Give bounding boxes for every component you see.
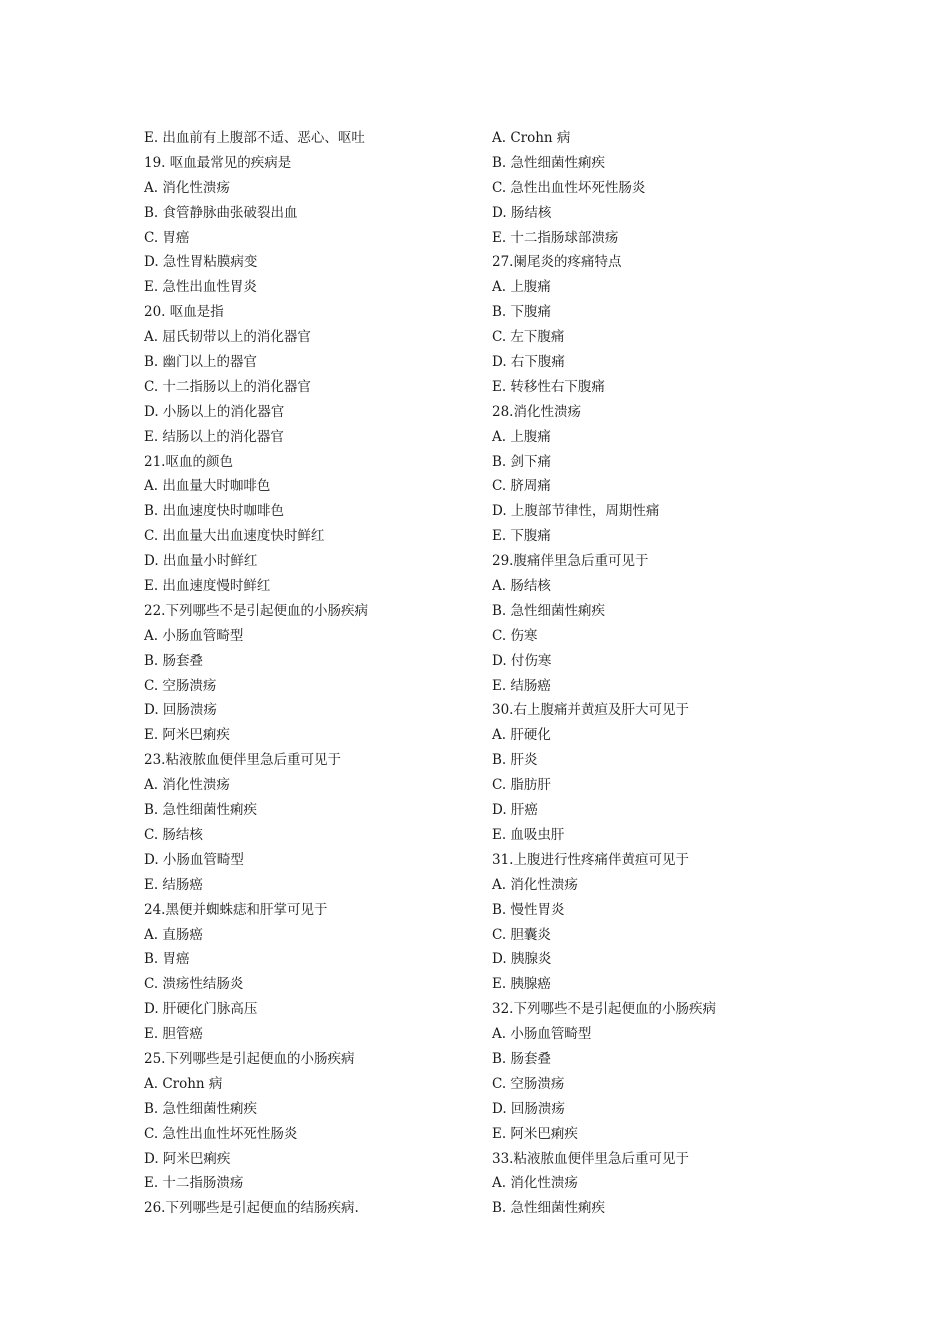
option-line: B. 幽门以上的器官: [144, 354, 258, 371]
option-line: A. 上腹痛: [492, 279, 551, 296]
option-line: C. 十二指肠以上的消化器官: [144, 378, 311, 395]
option-line: D. 回肠溃疡: [144, 702, 217, 719]
option-line: B. 出血速度快时咖啡色: [144, 503, 285, 520]
option-line: E. 转移性右下腹痛: [492, 378, 605, 395]
option-line: D. 胰腺炎: [492, 951, 552, 968]
option-line: D. 急性胃粘膜病变: [144, 254, 258, 271]
option-line: C. 伤寒: [492, 627, 538, 644]
option-line: C. 肠结核: [144, 826, 203, 843]
option-line: A. 肠结核: [492, 578, 551, 595]
option-line: E. 结肠以上的消化器官: [144, 428, 284, 445]
question-line: 24.黑便并蜘蛛痣和肝掌可见于: [144, 901, 328, 918]
option-line: C. 脐周痛: [492, 478, 551, 495]
option-line: A. 消化性溃疡: [144, 179, 230, 196]
question-line: 28.消化性溃疡: [492, 403, 581, 420]
option-line: C. 左下腹痛: [492, 329, 565, 346]
option-line: E. 阿米巴痢疾: [492, 1125, 578, 1142]
left-column: [144, 126, 474, 1221]
option-line: E. 出血前有上腹部不适、恶心、呕吐: [144, 130, 365, 146]
option-line: E. 胰腺癌: [492, 976, 551, 993]
question-line: 20. 呕血是指: [144, 304, 224, 321]
question-line: 27.阑尾炎的疼痛特点: [492, 254, 622, 271]
option-line: C. 出血量大出血速度快时鲜红: [144, 528, 325, 545]
option-line: E. 急性出血性胃炎: [144, 279, 257, 296]
question-line: 23.粘液脓血便伴里急后重可见于: [144, 752, 341, 769]
option-line: B. 肠套叠: [492, 1050, 552, 1067]
option-line: A. 上腹痛: [492, 428, 551, 445]
option-line: B. 肠套叠: [144, 652, 204, 669]
option-line: B. 剑下痛: [492, 453, 552, 470]
question-line: 22.下列哪些不是引起便血的小肠疾病: [144, 602, 368, 619]
option-line: A. 消化性溃疡: [492, 876, 578, 893]
option-line: D. 出血量小时鲜红: [144, 553, 258, 570]
option-line: E. 阿米巴痢疾: [144, 727, 230, 744]
option-line: B. 慢性胃炎: [492, 901, 565, 918]
option-line: A. 肝硬化: [492, 727, 551, 744]
question-line: 30.右上腹痛并黄疸及肝大可见于: [492, 702, 689, 719]
option-line: E. 胆管癌: [144, 1026, 203, 1043]
option-line: D. 小肠以上的消化器官: [144, 403, 285, 420]
option-line: E. 结肠癌: [144, 876, 203, 893]
option-line: B. 下腹痛: [492, 304, 552, 321]
option-line: A. Crohn 病: [144, 1075, 223, 1092]
option-line: C. 溃疡性结肠炎: [144, 976, 244, 993]
option-line: C. 胆囊炎: [492, 926, 551, 943]
option-line: C. 脂肪肝: [492, 777, 551, 794]
option-line: B. 食管静脉曲张破裂出血: [144, 204, 298, 221]
option-line: C. 急性出血性坏死性肠炎: [144, 1125, 298, 1142]
option-line: C. 空肠溃疡: [492, 1075, 565, 1092]
option-line: B. 急性细菌性痢疾: [492, 602, 606, 619]
option-line: E. 出血速度慢时鲜红: [144, 578, 271, 595]
option-line: B. 急性细菌性痢疾: [144, 802, 258, 819]
option-line: A. 直肠癌: [144, 926, 203, 943]
question-line: 25.下列哪些是引起便血的小肠疾病: [144, 1050, 355, 1067]
question-line: 26.下列哪些是引起便血的结肠疾病.: [144, 1200, 359, 1217]
option-line: C. 空肠溃疡: [144, 677, 217, 694]
option-line: A. 消化性溃疡: [492, 1175, 578, 1192]
option-line: D. 付伤寒: [492, 652, 552, 669]
option-line: D. 小肠血管畸型: [144, 851, 244, 868]
option-line: B. 肝炎: [492, 752, 538, 769]
option-line: E. 十二指肠球部溃疡: [492, 229, 619, 246]
option-line: D. 肝癌: [492, 802, 538, 819]
option-line: B. 急性细菌性痢疾: [492, 154, 606, 171]
option-line: C. 急性出血性坏死性肠炎: [492, 179, 646, 196]
option-line: A. 小肠血管畸型: [492, 1026, 592, 1043]
option-line: E. 血吸虫肝: [492, 826, 565, 843]
option-line: E. 结肠癌: [492, 677, 551, 694]
option-line: D. 肠结核: [492, 204, 552, 221]
question-line: 31.上腹进行性疼痛伴黄疸可见于: [492, 851, 689, 868]
option-line: A. 屈氏韧带以上的消化器官: [144, 329, 311, 346]
option-line: D. 右下腹痛: [492, 354, 565, 371]
option-line: A. 小肠血管畸型: [144, 627, 244, 644]
question-line: 29.腹痛伴里急后重可见于: [492, 553, 649, 570]
option-line: A. Crohn 病: [492, 130, 571, 146]
question-line: 19. 呕血最常见的疾病是: [144, 154, 292, 171]
option-line: D. 肝硬化门脉高压: [144, 1001, 258, 1018]
option-line: D. 上腹部节律性，周期性痛: [492, 503, 660, 520]
option-line: A. 出血量大时咖啡色: [144, 478, 271, 495]
option-line: D. 阿米巴痢疾: [144, 1150, 231, 1167]
option-line: E. 下腹痛: [492, 528, 551, 545]
question-line: 33.粘液脓血便伴里急后重可见于: [492, 1150, 689, 1167]
option-line: E. 十二指肠溃疡: [144, 1175, 244, 1192]
question-line: 32.下列哪些不是引起便血的小肠疾病: [492, 1001, 716, 1018]
question-line: 21.呕血的颜色: [144, 453, 233, 470]
option-line: B. 急性细菌性痢疾: [492, 1200, 606, 1217]
option-line: B. 胃癌: [144, 951, 190, 968]
option-line: C. 胃癌: [144, 229, 190, 246]
option-line: B. 急性细菌性痢疾: [144, 1100, 258, 1117]
option-line: A. 消化性溃疡: [144, 777, 230, 794]
right-column: [492, 126, 822, 1221]
option-line: D. 回肠溃疡: [492, 1100, 565, 1117]
